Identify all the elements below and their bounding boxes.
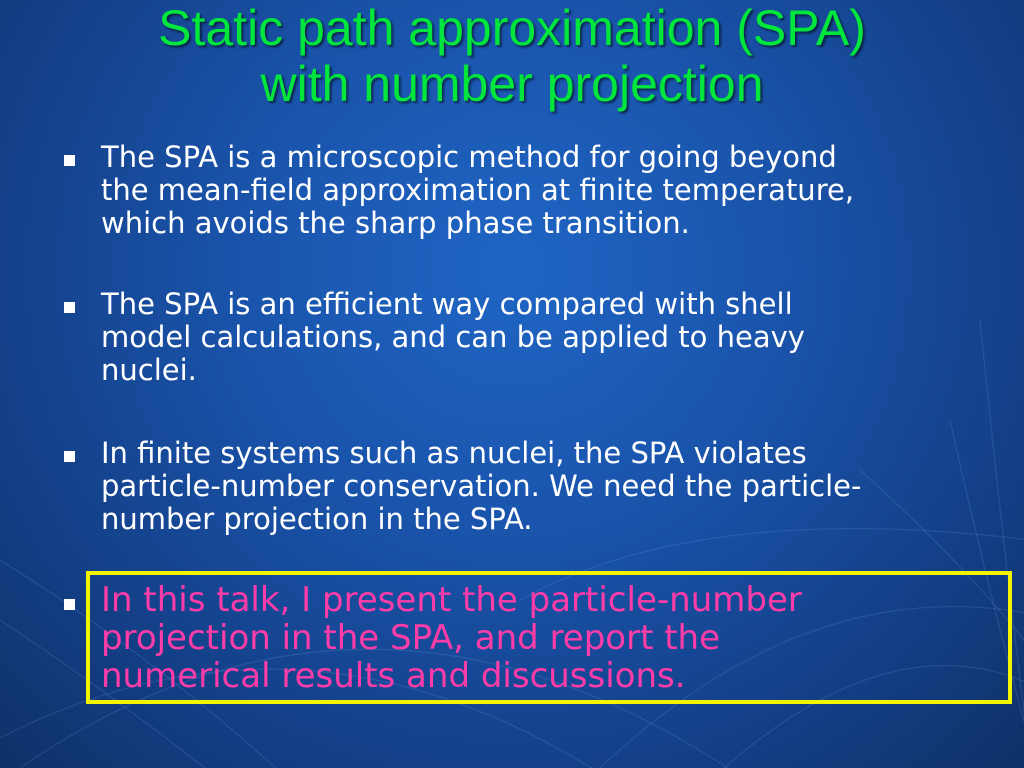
bullet-1-line-1: The SPA is a microscopic method for going beyond bbox=[101, 140, 837, 174]
bullet-3-line-1: In finite systems such as nuclei, the SPA violates bbox=[101, 436, 807, 470]
bullet-1-line-3: which avoids the sharp phase transition. bbox=[101, 206, 690, 240]
bullet-2-line-3: nuclei. bbox=[101, 353, 197, 387]
bullet-text-1 bbox=[101, 141, 1001, 240]
bullet-3-line-2: particle-number conservation. We need the particle- bbox=[101, 469, 862, 503]
bullet-3-line-3: number projection in the SPA. bbox=[101, 502, 533, 536]
title-line-2: with number projection bbox=[260, 56, 764, 112]
bullet-4-line-3: numerical results and discussions. bbox=[101, 656, 686, 696]
bullet-square-icon bbox=[64, 302, 75, 313]
title-line-1: Static path approximation (SPA) bbox=[158, 0, 866, 56]
bullet-1-line-2: the mean-field approximation at finite temperature, bbox=[101, 173, 855, 207]
bullet-square-icon bbox=[64, 155, 75, 166]
bullet-square-icon bbox=[64, 599, 75, 610]
bullet-square-icon bbox=[64, 451, 75, 462]
bullet-text-3 bbox=[101, 437, 1001, 536]
bullet-text-2 bbox=[101, 288, 1001, 387]
bullet-4-line-1: In this talk, I present the particle-number bbox=[101, 580, 802, 620]
bullet-2-line-1: The SPA is an efficient way compared with shell bbox=[101, 287, 793, 321]
bullet-2-line-2: model calculations, and can be applied to heavy bbox=[101, 320, 805, 354]
slide-title bbox=[0, 0, 1024, 112]
highlight-box bbox=[86, 571, 1012, 704]
bullet-4-line-2: projection in the SPA, and report the bbox=[101, 618, 721, 658]
